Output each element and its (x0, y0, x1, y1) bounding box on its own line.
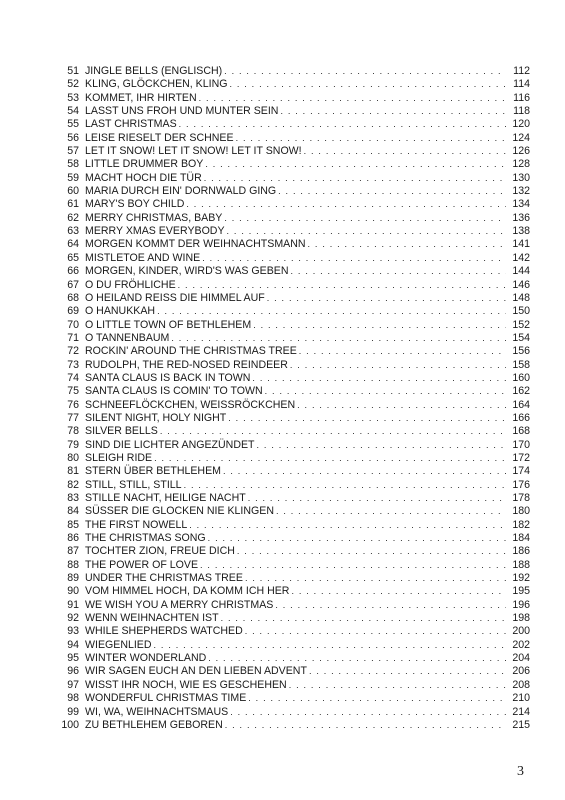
entry-page: 124 (512, 131, 530, 144)
entry-page: 126 (512, 145, 530, 158)
dot-leader (237, 545, 506, 558)
toc-entry[interactable] (50, 612, 530, 625)
entry-number: 75 (67, 385, 79, 398)
dot-leader (299, 345, 506, 358)
entry-number: 99 (67, 705, 79, 718)
entry-title: WENN WEIHNACHTEN IST (85, 612, 219, 625)
entry-number: 56 (67, 131, 79, 144)
entry-number: 64 (67, 238, 79, 251)
dot-leader (280, 105, 506, 118)
entry-title: WIR SAGEN EUCH AN DEN LIEBEN ADVENT (85, 665, 307, 678)
entry-page: 214 (512, 705, 530, 718)
entry-title: KOMMET, IHR HIRTEN (85, 91, 197, 104)
entry-title: LEISE RIESELT DER SCHNEE (85, 131, 234, 144)
entry-title: ROCKIN' AROUND THE CHRISTMAS TREE (85, 345, 297, 358)
entry-page: 210 (512, 692, 530, 705)
entry-title: THE CHRISTMAS SONG (85, 532, 206, 545)
entry-title: WI, WA, WEIHNACHTSMAUS (85, 705, 229, 718)
toc-entry[interactable] (50, 625, 530, 638)
entry-page: 176 (512, 478, 530, 491)
entry-number: 69 (67, 305, 79, 318)
dot-leader (224, 65, 506, 78)
entry-title: O HANUKKAH (85, 305, 156, 318)
entry-number: 76 (67, 398, 79, 411)
entry-page: 141 (512, 238, 530, 251)
toc-entry[interactable] (50, 599, 530, 612)
dot-leader (184, 479, 506, 492)
entry-page: 170 (512, 438, 530, 451)
toc-entry[interactable] (50, 692, 530, 705)
toc-entry[interactable] (50, 198, 530, 211)
entry-page: 204 (512, 652, 530, 665)
entry-number: 78 (67, 425, 79, 438)
entry-number: 59 (67, 171, 79, 184)
toc-entry[interactable] (50, 292, 530, 305)
dot-leader (278, 185, 506, 198)
entry-number: 92 (67, 612, 79, 625)
entry-title: SILENT NIGHT, HOLY NIGHT (85, 411, 227, 424)
dot-leader (157, 305, 506, 318)
entry-page: 158 (512, 358, 530, 371)
entry-number: 70 (67, 318, 79, 331)
dot-leader (267, 292, 506, 305)
entry-title: STILL, STILL, STILL (85, 478, 182, 491)
toc-entry[interactable] (50, 158, 530, 171)
entry-title: VOM HIMMEL HOCH, DA KOMM ICH HER (85, 585, 290, 598)
dot-leader (291, 585, 506, 598)
entry-page: 150 (512, 305, 530, 318)
dot-leader (171, 332, 506, 345)
entry-title: MERRY XMAS EVERYBODY (85, 225, 225, 238)
entry-title: SIND DIE LICHTER ANGEZÜNDET (85, 438, 255, 451)
entry-title: SILVER BELLS (85, 425, 158, 438)
entry-number: 72 (67, 345, 79, 358)
entry-page: 184 (512, 532, 530, 545)
dot-leader (186, 198, 506, 211)
entry-title: JINGLE BELLS (ENGLISCH) (85, 65, 223, 77)
entry-title: SANTA CLAUS IS BACK IN TOWN (85, 371, 251, 384)
entry-title: ZU BETHLEHEM GEBOREN (85, 718, 223, 731)
toc-entry[interactable] (50, 412, 530, 425)
entry-number: 68 (67, 291, 79, 304)
entry-title: LAST CHRISTMAS (85, 118, 177, 131)
toc-entry[interactable] (50, 65, 530, 78)
dot-leader (204, 172, 506, 185)
entry-page: 166 (512, 411, 530, 424)
entry-page: 148 (512, 291, 530, 304)
entry-title: STERN ÜBER BETHLEHEM (85, 465, 221, 478)
toc-entry[interactable] (50, 372, 530, 385)
entry-title: THE POWER OF LOVE (85, 558, 199, 571)
toc-entry[interactable] (50, 639, 530, 652)
toc-entry[interactable] (50, 559, 530, 572)
entry-title: MARIA DURCH EIN' DORNWALD GING (85, 185, 277, 198)
toc-entry[interactable] (50, 572, 530, 585)
dot-leader (297, 399, 506, 412)
entry-title: O DU FRÖHLICHE (85, 278, 176, 291)
entry-title: WINTER WONDERLAND (85, 652, 207, 665)
entry-number: 91 (67, 598, 79, 611)
entry-number: 79 (67, 438, 79, 451)
entry-page: 162 (512, 385, 530, 398)
entry-page: 178 (512, 492, 530, 504)
toc-entry[interactable] (50, 279, 530, 292)
entry-title: THE FIRST NOWELL (85, 518, 188, 531)
entry-title: SLEIGH RIDE (85, 451, 153, 464)
toc-entry[interactable] (50, 185, 530, 198)
entry-page: 200 (512, 625, 530, 638)
entry-page: 136 (512, 211, 530, 224)
entry-page: 152 (512, 318, 530, 331)
dot-leader (199, 92, 506, 105)
toc-entry[interactable] (50, 225, 530, 238)
entry-number: 84 (67, 505, 79, 518)
entry-page: 186 (512, 545, 530, 558)
toc-entry[interactable] (50, 172, 530, 185)
entry-number: 61 (67, 198, 79, 211)
entry-number: 62 (67, 211, 79, 224)
entry-number: 80 (67, 451, 79, 464)
entry-title: WISST IHR NOCH, WIE ES GESCHEHEN (85, 678, 287, 691)
entry-page: 196 (512, 598, 530, 611)
entry-page: 144 (512, 265, 530, 278)
dot-leader (236, 132, 506, 145)
entry-number: 100 (61, 718, 79, 731)
toc-entry[interactable] (50, 118, 530, 131)
entry-page: 215 (512, 718, 530, 731)
entry-page: 206 (512, 665, 530, 678)
entry-title: O LITTLE TOWN OF BETHLEHEM (85, 318, 252, 331)
dot-leader (227, 225, 506, 238)
toc-entry[interactable] (50, 719, 530, 732)
toc-entry[interactable] (50, 532, 530, 545)
dot-leader (275, 599, 506, 612)
dot-leader (308, 238, 506, 251)
entry-title: LASST UNS FROH UND MUNTER SEIN (85, 105, 279, 118)
dot-leader (245, 572, 506, 585)
dot-leader (304, 145, 506, 158)
toc-entry[interactable] (50, 92, 530, 105)
entry-number: 81 (67, 465, 79, 478)
entry-title: UNDER THE CHRISTMAS TREE (85, 572, 243, 585)
entry-title: O HEILAND REISS DIE HIMMEL AUF (85, 291, 265, 304)
toc-entry[interactable] (50, 585, 530, 598)
entry-title: STILLE NACHT, HEILIGE NACHT (85, 492, 246, 504)
toc-entry[interactable] (50, 332, 530, 345)
entry-title: WE WISH YOU A MERRY CHRISTMAS (85, 598, 274, 611)
toc-entry[interactable] (50, 652, 530, 665)
dot-leader (309, 665, 506, 678)
entry-page: 156 (512, 345, 530, 358)
entry-number: 67 (67, 278, 79, 291)
dot-leader (229, 78, 506, 91)
dot-leader (225, 719, 506, 732)
toc-entry[interactable] (50, 145, 530, 158)
toc-entry[interactable] (50, 439, 530, 452)
toc-entry[interactable] (50, 519, 530, 532)
dot-leader (230, 706, 506, 719)
toc-entry[interactable] (50, 665, 530, 678)
entry-page: 174 (512, 465, 530, 478)
dot-leader (208, 652, 506, 665)
entry-number: 89 (67, 572, 79, 585)
toc-entry[interactable] (50, 399, 530, 412)
entry-number: 83 (67, 492, 79, 504)
entry-page: 116 (513, 91, 530, 104)
dot-leader (245, 625, 506, 638)
entry-number: 94 (67, 638, 79, 651)
entry-title: MERRY CHRISTMAS, BABY (85, 211, 223, 224)
entry-title: SANTA CLAUS IS COMIN' TO TOWN (85, 385, 263, 398)
dot-leader (205, 158, 506, 171)
entry-page: 164 (512, 398, 530, 411)
entry-title: MACHT HOCH DIE TÜR (85, 171, 202, 184)
entry-number: 55 (67, 118, 79, 131)
toc-entry[interactable] (50, 132, 530, 145)
entry-number: 51 (67, 65, 79, 77)
dot-leader (178, 279, 506, 292)
dot-leader (223, 465, 506, 478)
entry-title: O TANNENBAUM (85, 331, 170, 344)
toc-entry[interactable] (50, 319, 530, 332)
toc-entry[interactable] (50, 105, 530, 118)
entry-number: 98 (67, 692, 79, 705)
entry-title: KLING, GLÖCKCHEN, KLING (85, 78, 228, 91)
entry-number: 85 (67, 518, 79, 531)
entry-number: 66 (67, 265, 79, 278)
page-number: 3 (517, 764, 524, 779)
toc-entry[interactable] (50, 492, 530, 505)
entry-number: 52 (67, 78, 79, 91)
entry-title: TOCHTER ZION, FREUE DICH (85, 545, 235, 558)
entry-page: 172 (512, 451, 530, 464)
toc-entry[interactable] (50, 452, 530, 465)
entry-title: MISTLETOE AND WINE (85, 251, 201, 264)
dot-leader (154, 639, 506, 652)
entry-page: 114 (513, 78, 530, 91)
entry-title: LITTLE DRUMMER BOY (85, 158, 204, 171)
entry-title: WHILE SHEPHERDS WATCHED (85, 625, 243, 638)
entry-title: WONDERFUL CHRISTMAS TIME (85, 692, 247, 705)
dot-leader (252, 372, 506, 385)
entry-page: 142 (512, 251, 530, 264)
entry-title: SÜSSER DIE GLOCKEN NIE KLINGEN (85, 505, 274, 518)
entry-title: MORGEN, KINDER, WIRD'S WAS GEBEN (85, 265, 289, 278)
dot-leader (265, 385, 506, 398)
entry-page: 112 (513, 65, 530, 77)
entry-page: 188 (512, 558, 530, 571)
entry-title: MARY'S BOY CHILD (85, 198, 185, 211)
dot-leader (253, 319, 506, 332)
entry-page: 160 (512, 371, 530, 384)
entry-number: 95 (67, 652, 79, 665)
entry-number: 54 (67, 105, 79, 118)
toc-entry[interactable] (50, 345, 530, 358)
entry-page: 154 (512, 331, 530, 344)
entry-number: 53 (67, 91, 79, 104)
entry-page: 198 (512, 612, 530, 625)
entry-number: 73 (67, 358, 79, 371)
dot-leader (189, 519, 506, 532)
dot-leader (290, 359, 506, 372)
entry-number: 96 (67, 665, 79, 678)
entry-number: 74 (67, 371, 79, 384)
toc-entry[interactable] (50, 78, 530, 91)
dot-leader (228, 412, 506, 425)
toc-entry[interactable] (50, 265, 530, 278)
entry-number: 77 (67, 411, 79, 424)
toc-entry[interactable] (50, 679, 530, 692)
entry-number: 90 (67, 585, 79, 598)
dot-leader (276, 505, 506, 518)
dot-leader (257, 439, 506, 452)
toc-entry[interactable] (50, 212, 530, 225)
entry-page: 168 (512, 425, 530, 438)
dot-leader (154, 452, 506, 465)
entry-page: 120 (512, 118, 530, 131)
entry-title: SCHNEEFLÖCKCHEN, WEISSRÖCKCHEN (85, 398, 296, 411)
entry-page: 208 (512, 678, 530, 691)
entry-number: 88 (67, 558, 79, 571)
entry-page: 146 (512, 278, 530, 291)
dot-leader (200, 559, 506, 572)
entry-number: 63 (67, 225, 79, 238)
dot-leader (208, 532, 506, 545)
entry-number: 65 (67, 251, 79, 264)
entry-number: 82 (67, 478, 79, 491)
dot-leader (221, 612, 506, 625)
entry-title: RUDOLPH, THE RED-NOSED REINDEER (85, 358, 288, 371)
dot-leader (289, 679, 506, 692)
toc-entry[interactable] (50, 479, 530, 492)
dot-leader (202, 252, 506, 265)
entry-page: 130 (512, 171, 530, 184)
dot-leader (248, 492, 506, 505)
entry-title: LET IT SNOW! LET IT SNOW! LET IT SNOW! (85, 145, 302, 158)
entry-title: WIEGENLIED (85, 638, 152, 651)
entry-page: 182 (512, 518, 530, 531)
toc-entry[interactable] (50, 305, 530, 318)
entry-page: 118 (513, 105, 530, 118)
dot-leader (291, 265, 506, 278)
entry-title: MORGEN KOMMT DER WEIHNACHTSMANN (85, 238, 306, 251)
toc-entry[interactable] (50, 465, 530, 478)
entry-page: 195 (512, 585, 530, 598)
toc-entry[interactable] (50, 359, 530, 372)
entry-page: 180 (512, 505, 530, 518)
entry-number: 57 (67, 145, 79, 158)
table-of-contents (50, 65, 530, 732)
entry-page: 132 (512, 185, 530, 198)
toc-entry[interactable] (50, 706, 530, 719)
toc-entry[interactable] (50, 425, 530, 438)
toc-entry[interactable] (50, 385, 530, 398)
entry-number: 60 (67, 185, 79, 198)
entry-page: 134 (512, 198, 530, 211)
toc-entry[interactable] (50, 238, 530, 251)
toc-entry[interactable] (50, 505, 530, 518)
entry-number: 58 (67, 158, 79, 171)
entry-page: 192 (512, 572, 530, 585)
dot-leader (160, 425, 506, 438)
entry-page: 128 (512, 158, 530, 171)
dot-leader (179, 118, 506, 131)
entry-number: 87 (67, 545, 79, 558)
toc-entry[interactable] (50, 252, 530, 265)
entry-page: 138 (512, 225, 530, 238)
entry-number: 97 (67, 678, 79, 691)
entry-number: 93 (67, 625, 79, 638)
entry-number: 71 (67, 331, 79, 344)
dot-leader (224, 212, 506, 225)
entry-number: 86 (67, 532, 79, 545)
dot-leader (248, 692, 506, 705)
entry-page: 202 (512, 638, 530, 651)
toc-entry[interactable] (50, 545, 530, 558)
